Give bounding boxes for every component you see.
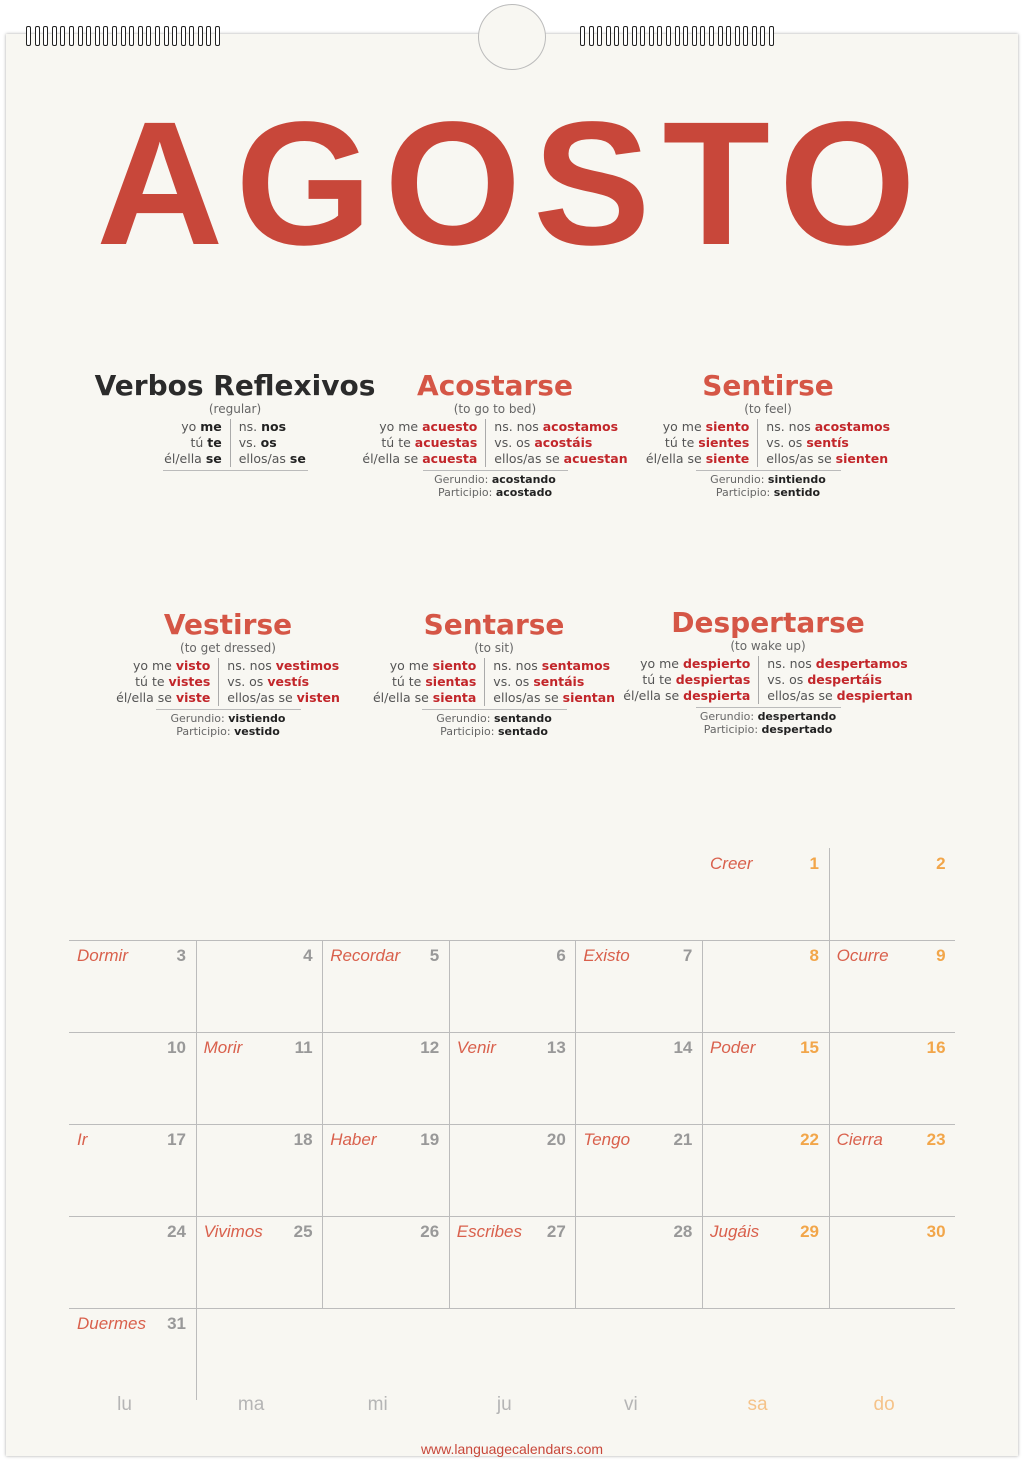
conj-right-2: ellos/as se sienten	[766, 451, 889, 466]
day-word: Dormir	[77, 946, 128, 965]
spiral-ring	[121, 26, 126, 46]
divider	[422, 709, 567, 710]
day-cell-9[interactable]	[829, 940, 956, 1032]
spiral-ring	[614, 26, 619, 46]
day-cell-10[interactable]	[69, 1032, 196, 1124]
weekday-lu: lu	[117, 1394, 132, 1415]
verb-title: Sentirse	[702, 369, 834, 402]
conjugation-table	[85, 419, 385, 467]
conj-right-1: vs. os acostáis	[494, 435, 593, 450]
day-word: Jugáis	[710, 1222, 760, 1241]
spiral-ring	[206, 26, 211, 46]
verb-block	[618, 370, 918, 499]
conj-left-0: yo me visto	[132, 658, 211, 673]
spiral-ring	[718, 26, 723, 46]
spiral-binding-left	[26, 26, 220, 48]
spiral-ring	[692, 26, 697, 46]
spiral-ring	[606, 26, 611, 46]
grid-col-line	[196, 1308, 197, 1400]
spiral-ring	[146, 26, 151, 46]
spiral-ring	[215, 26, 220, 46]
spiral-ring	[78, 26, 83, 46]
spiral-ring	[181, 26, 186, 46]
spiral-ring	[649, 26, 654, 46]
weekday-do: do	[873, 1394, 895, 1415]
conj-right-0: ns. nos acostamos	[494, 419, 619, 434]
divider	[163, 470, 308, 471]
day-number: 23	[926, 1130, 946, 1149]
day-number: 21	[673, 1130, 693, 1149]
day-cell-18[interactable]	[196, 1124, 323, 1216]
day-number: 3	[176, 946, 186, 965]
weekday-ma: ma	[237, 1394, 265, 1415]
spiral-ring	[60, 26, 65, 46]
spiral-ring	[112, 26, 117, 46]
conj-right-0: ns. nos vestimos	[227, 658, 340, 673]
day-word: Duermes	[77, 1314, 146, 1333]
day-word: Ir	[77, 1130, 88, 1149]
gerundio: Gerundio: sintiendo	[710, 473, 826, 486]
spiral-ring	[675, 26, 680, 46]
day-word: Haber	[330, 1130, 377, 1149]
day-number: 6	[556, 946, 566, 965]
day-cell-26[interactable]	[322, 1216, 449, 1308]
verb-translation: (regular)	[208, 402, 262, 416]
conj-left-2: él/ella se siente	[645, 451, 750, 466]
conj-right-0: ns. nos acostamos	[766, 419, 891, 434]
day-number: 7	[682, 946, 693, 965]
conjugation-table	[78, 658, 378, 706]
day-cell-27[interactable]	[449, 1216, 576, 1308]
day-cell-19[interactable]	[322, 1124, 449, 1216]
day-word: Escribes	[456, 1222, 522, 1241]
conj-left-2: él/ella se viste	[116, 690, 211, 705]
day-cell-6[interactable]	[449, 940, 576, 1032]
conj-left-1: tú te sientes	[664, 435, 750, 450]
spiral-ring	[735, 26, 740, 46]
spiral-ring	[709, 26, 714, 46]
spiral-ring	[666, 26, 671, 46]
conj-right-2: ellos/as se visten	[227, 690, 340, 705]
day-word: Ocurre	[836, 946, 889, 965]
conj-right-0: ns. nos sentamos	[493, 658, 611, 673]
conj-left-2: él/ella se acuesta	[362, 451, 478, 466]
spiral-ring	[743, 26, 748, 46]
day-cell-16[interactable]	[829, 1032, 956, 1124]
grid-col-line	[575, 940, 576, 1308]
conj-left-1: tú te sientas	[391, 674, 477, 689]
divider	[156, 709, 301, 710]
day-number: 2	[936, 854, 946, 873]
day-cell-29[interactable]	[702, 1216, 829, 1308]
day-cell-21[interactable]	[575, 1124, 702, 1216]
day-word: Poder	[710, 1038, 756, 1057]
conjugation-table	[345, 419, 645, 467]
conjugation-table	[618, 419, 918, 467]
spiral-binding-right	[580, 26, 774, 48]
conj-right-1: vs. os sentís	[766, 435, 849, 450]
day-cell-3[interactable]	[69, 940, 196, 1032]
conj-right-2: ellos/as se	[238, 451, 306, 466]
day-cell-7[interactable]	[575, 940, 702, 1032]
gerundio: Gerundio: vistiendo	[170, 712, 286, 725]
spiral-ring	[52, 26, 57, 46]
conj-right-2: ellos/as se acuestan	[494, 451, 628, 466]
day-number: 1	[809, 854, 819, 873]
day-word: Venir	[456, 1038, 496, 1057]
conj-left-2: él/ella se despierta	[623, 688, 751, 703]
day-cell-11[interactable]	[196, 1032, 323, 1124]
verb-block	[85, 370, 385, 473]
conjugation-table	[618, 656, 918, 704]
day-number: 16	[926, 1038, 946, 1057]
day-cell-15[interactable]	[702, 1032, 829, 1124]
spiral-ring	[589, 26, 594, 46]
participio: Participio: acostado	[437, 486, 553, 499]
conj-right-1: vs. os despertáis	[767, 672, 882, 687]
day-number: 24	[167, 1222, 186, 1241]
day-cell-24[interactable]	[69, 1216, 196, 1308]
conj-right-0: ns. nos despertamos	[767, 656, 908, 671]
grid-row-line	[69, 1032, 955, 1033]
day-number: 10	[167, 1038, 186, 1057]
day-cell-22[interactable]	[702, 1124, 829, 1216]
verb-title: Vestirse	[163, 608, 293, 641]
verb-translation: (to get dressed)	[180, 641, 276, 655]
spiral-ring	[640, 26, 645, 46]
spiral-ring	[752, 26, 757, 46]
participio: Participio: sentido	[715, 486, 821, 499]
day-cell-5[interactable]	[322, 940, 449, 1032]
weekday-sa: sa	[747, 1394, 768, 1415]
participio: Participio: sentado	[440, 725, 548, 738]
conj-left-1: tú te	[190, 435, 222, 450]
day-cell-4[interactable]	[196, 940, 323, 1032]
conj-left-0: yo me	[181, 419, 222, 434]
conj-left-1: tú te acuestas	[381, 435, 478, 450]
footer-url: www.languagecalendars.com	[420, 1441, 604, 1457]
day-word: Tengo	[583, 1130, 631, 1149]
day-number: 20	[546, 1130, 566, 1149]
day-cell-23[interactable]	[829, 1124, 956, 1216]
grid-col-line	[196, 940, 197, 1308]
verb-block	[344, 609, 644, 738]
day-cell-31[interactable]	[69, 1308, 196, 1400]
day-cell-1[interactable]	[702, 848, 829, 940]
day-word: Morir	[203, 1038, 243, 1057]
spiral-ring	[726, 26, 731, 46]
grid-row-line	[69, 1308, 955, 1309]
day-cell-14[interactable]	[575, 1032, 702, 1124]
spiral-ring	[632, 26, 637, 46]
day-number: 15	[800, 1038, 819, 1057]
spiral-ring	[86, 26, 91, 46]
participio: Participio: vestido	[176, 725, 280, 738]
conj-left-2: él/ella se sienta	[372, 690, 477, 705]
spiral-ring	[43, 26, 48, 46]
spiral-ring	[155, 26, 160, 46]
day-word: Recordar	[330, 946, 401, 965]
day-number: 22	[800, 1130, 819, 1149]
conj-right-1: vs. os vestís	[227, 674, 310, 689]
month-title: AGOSTO	[96, 86, 928, 282]
verb-block	[78, 609, 378, 738]
spiral-ring	[35, 26, 40, 46]
spiral-ring	[769, 26, 774, 46]
weekday-mi: mi	[367, 1394, 388, 1415]
grid-row-line	[69, 1216, 955, 1217]
spiral-ring	[95, 26, 100, 46]
verb-translation: (to feel)	[744, 402, 792, 416]
verb-translation: (to go to bed)	[453, 402, 537, 416]
day-cell-2[interactable]	[829, 848, 956, 940]
day-word: Vivimos	[203, 1222, 263, 1241]
day-cell-17[interactable]	[69, 1124, 196, 1216]
conj-left-1: tú te vistes	[135, 674, 211, 689]
spiral-ring	[69, 26, 74, 46]
day-number: 14	[673, 1038, 693, 1057]
spiral-ring	[164, 26, 169, 46]
day-cell-13[interactable]	[449, 1032, 576, 1124]
spiral-ring	[683, 26, 688, 46]
gerundio: Gerundio: acostando	[434, 473, 556, 486]
day-number: 27	[546, 1222, 566, 1241]
conj-right-0: ns. nos	[238, 419, 287, 434]
conj-right-1: vs. os	[238, 435, 277, 450]
day-number: 13	[546, 1038, 566, 1057]
grid-col-line	[829, 848, 830, 1308]
verb-title: Verbos Reflexivos	[94, 369, 376, 402]
day-number: 25	[293, 1222, 313, 1241]
day-number: 29	[800, 1222, 819, 1241]
day-word: Cierra	[836, 1130, 883, 1149]
day-number: 30	[926, 1222, 946, 1241]
verb-block	[345, 370, 645, 499]
day-number: 31	[167, 1314, 186, 1333]
day-cell-25[interactable]	[196, 1216, 323, 1308]
spiral-ring	[198, 26, 203, 46]
day-number: 28	[673, 1222, 693, 1241]
gerundio: Gerundio: sentando	[436, 712, 552, 725]
verb-translation: (to sit)	[474, 641, 514, 655]
spiral-ring	[172, 26, 177, 46]
day-number: 8	[809, 946, 819, 965]
day-number: 5	[429, 946, 440, 965]
conjugation-table	[344, 658, 644, 706]
spiral-ring	[189, 26, 194, 46]
conj-left-0: yo me despierto	[640, 656, 751, 671]
verb-translation: (to wake up)	[730, 639, 806, 653]
weekday-vi: vi	[624, 1394, 638, 1415]
participio: Participio: despertado	[703, 723, 833, 736]
verb-block	[618, 607, 918, 736]
spiral-ring	[657, 26, 662, 46]
verb-title: Despertarse	[671, 606, 865, 639]
day-number: 4	[303, 946, 313, 965]
grid-col-line	[702, 940, 703, 1308]
conj-left-0: yo me siento	[662, 419, 750, 434]
spiral-ring	[700, 26, 705, 46]
grid-col-line	[322, 940, 323, 1308]
conj-left-0: yo me siento	[389, 658, 477, 673]
day-number: 12	[420, 1038, 440, 1057]
spiral-ring	[129, 26, 134, 46]
spiral-ring	[597, 26, 602, 46]
grid-row-line	[69, 940, 955, 941]
conj-left-2: él/ella se	[164, 451, 222, 466]
spiral-ring	[760, 26, 765, 46]
day-cell-28[interactable]	[575, 1216, 702, 1308]
spiral-ring	[580, 26, 585, 46]
day-cell-12[interactable]	[322, 1032, 449, 1124]
day-cell-20[interactable]	[449, 1124, 576, 1216]
day-number: 17	[167, 1130, 186, 1149]
day-cell-30[interactable]	[829, 1216, 956, 1308]
conj-left-0: yo me acuesto	[379, 419, 478, 434]
spiral-ring	[26, 26, 31, 46]
verb-title: Acostarse	[417, 369, 573, 402]
conj-right-1: vs. os sentáis	[493, 674, 585, 689]
day-number: 9	[936, 946, 946, 965]
divider	[696, 470, 841, 471]
conj-right-2: ellos/as se sientan	[493, 690, 616, 705]
grid-row-line	[69, 1124, 955, 1125]
spiral-ring	[623, 26, 628, 46]
divider	[696, 707, 841, 708]
day-number: 26	[420, 1222, 440, 1241]
spiral-ring	[138, 26, 143, 46]
day-word: Existo	[583, 946, 630, 965]
day-number: 19	[420, 1130, 440, 1149]
weekday-ju: ju	[496, 1394, 512, 1415]
divider	[423, 470, 568, 471]
day-number: 18	[293, 1130, 313, 1149]
conj-right-2: ellos/as se despiertan	[767, 688, 913, 703]
spiral-ring	[103, 26, 108, 46]
hanger-hook	[478, 4, 546, 70]
day-cell-8[interactable]	[702, 940, 829, 1032]
day-word: Creer	[710, 854, 753, 873]
conj-left-1: tú te despiertas	[642, 672, 751, 687]
gerundio: Gerundio: despertando	[699, 710, 837, 723]
day-number: 11	[294, 1038, 313, 1057]
verb-title: Sentarse	[423, 608, 565, 641]
grid-col-line	[449, 940, 450, 1308]
